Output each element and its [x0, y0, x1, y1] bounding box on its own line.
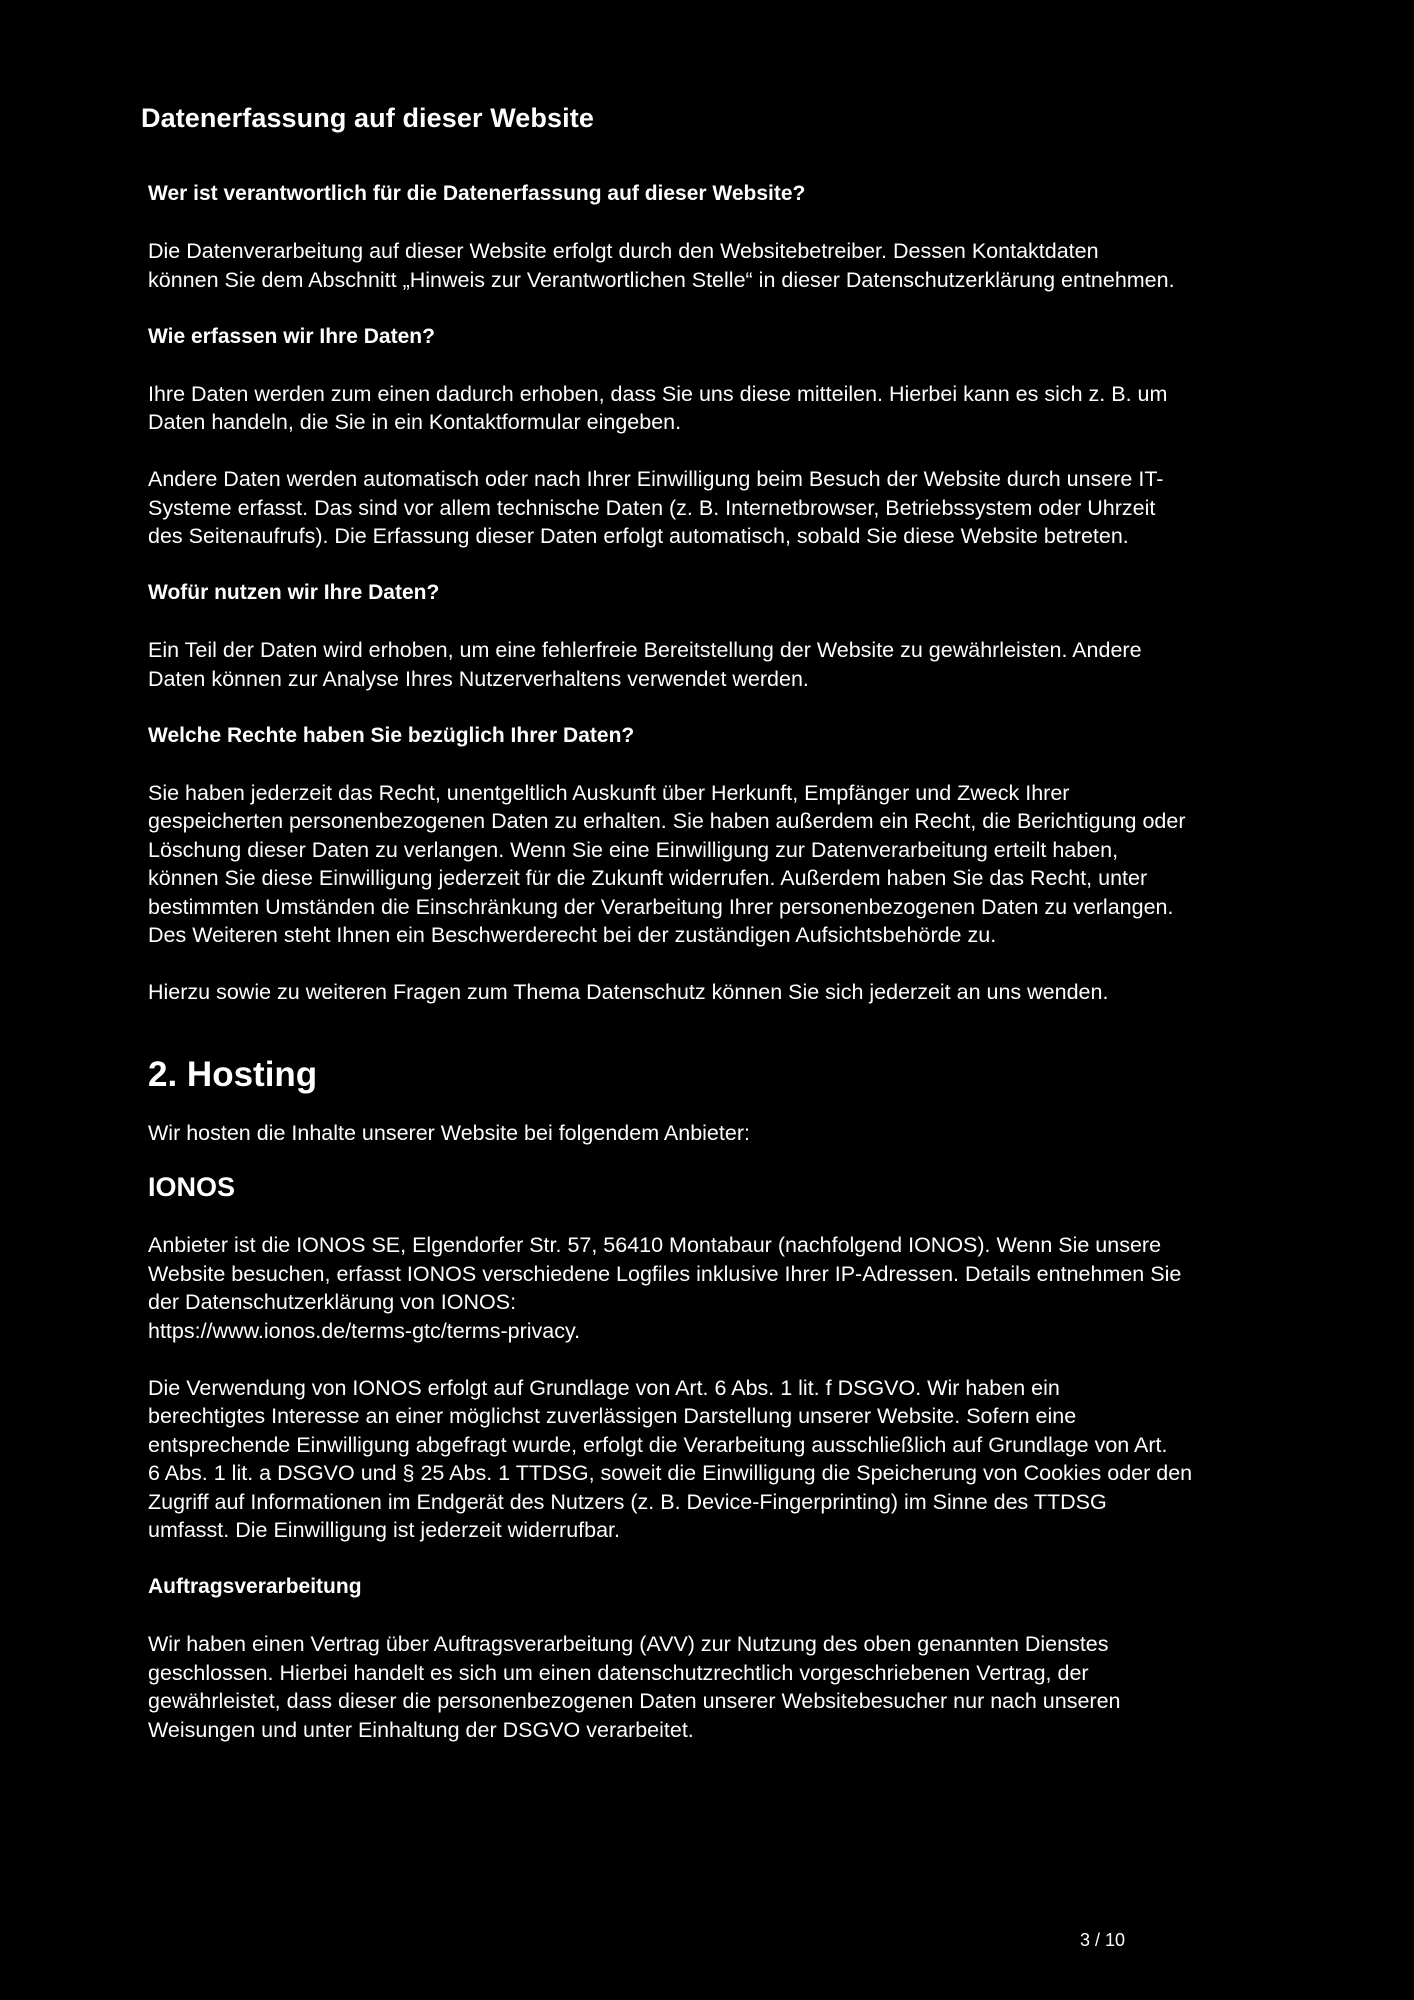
paragraph: [148, 237, 1288, 294]
text-line: Anbieter ist die IONOS SE, Elgendorfer Str. 57, 56410 Montabaur (nachfolgend IONOS). Wenn Sie unsere: [148, 1233, 1162, 1257]
subsection-heading: Auftragsverarbeitung: [148, 1575, 362, 1598]
text-line: Löschung dieser Daten zu verlangen. Wenn Sie eine Einwilligung zur Datenverarbeitung erteilt haben,: [148, 837, 1119, 862]
text-line: Systeme erfasst. Das sind vor allem technische Daten (z. B. Internetbrowser, Betriebssystem oder Uhrzeit: [148, 495, 1156, 520]
text-line: Website besuchen, erfasst IONOS verschiedene Logfiles inklusive Ihrer IP-Adressen. Details entnehmen Sie: [148, 1261, 1182, 1286]
paragraph: [148, 1119, 1288, 1148]
text-line: entsprechende Einwilligung abgefragt wurde, erfolgt die Verarbeitung ausschließlich auf Grundlage von Art.: [148, 1432, 1168, 1457]
paragraph: [148, 978, 1288, 1007]
section-title: Datenerfassung auf dieser Website: [141, 103, 594, 133]
text-line: Hierzu sowie zu weiteren Fragen zum Thema Datenschutz können Sie sich jederzeit an uns wenden.: [148, 980, 1109, 1004]
text-line: berechtigtes Interesse an einer möglichst zuverlässigen Darstellung unserer Website. Sofern eine: [148, 1404, 1077, 1428]
question-heading: Wer ist verantwortlich für die Datenerfassung auf dieser Website?: [148, 182, 806, 205]
text-line: Wir haben einen Vertrag über Auftragsverarbeitung (AVV) zur Nutzung des oben genannten Dienstes: [148, 1632, 1109, 1656]
text-line: der Datenschutzerklärung von IONOS:: [148, 1290, 517, 1314]
text-line: Ihre Daten werden zum einen dadurch erhoben, dass Sie uns diese mitteilen. Hierbei kann es sich z. B. um: [148, 381, 1168, 406]
text-line: Daten handeln, die Sie in ein Kontaktformular eingeben.: [148, 410, 682, 434]
page-number: 3 / 10: [1080, 1930, 1126, 1950]
text-line: des Seitenaufrufs). Die Erfassung dieser Daten erfolgt automatisch, sobald Sie diese Website betreten.: [148, 524, 1129, 548]
text-line: können Sie diese Einwilligung jederzeit für die Zukunft widerrufen. Außerdem haben Sie das Recht, unter: [148, 866, 1148, 890]
text-line: Die Datenverarbeitung auf dieser Website erfolgt durch den Websitebetreiber. Dessen Kontaktdaten: [148, 239, 1099, 263]
text-line: Zugriff auf Informationen im Endgerät des Nutzers (z. B. Device-Fingerprinting) im Sinne des TTDSG: [148, 1489, 1107, 1514]
paragraph: [148, 636, 1288, 693]
text-line: Andere Daten werden automatisch oder nach Ihrer Einwilligung beim Besuch der Website durch unsere IT-: [148, 467, 1164, 491]
text-line: Weisungen und unter Einhaltung der DSGVO verarbeitet.: [148, 1717, 694, 1742]
text-line: gespeicherten personenbezogenen Daten zu erhalten. Sie haben außerdem ein Recht, die Berichtigung oder: [148, 809, 1186, 833]
paragraph: [148, 1374, 1288, 1545]
text-line: Des Weiteren steht Ihnen ein Beschwerderecht bei der zuständigen Aufsichtsbehörde zu.: [148, 923, 997, 947]
text-line: https://www.ionos.de/terms-gtc/terms-privacy.: [148, 1318, 581, 1343]
ionos-heading: IONOS: [148, 1172, 236, 1202]
text-line: Daten können zur Analyse Ihres Nutzerverhaltens verwendet werden.: [148, 666, 809, 691]
question-heading: Welche Rechte haben Sie bezüglich Ihrer Daten?: [148, 723, 635, 747]
text-line: Sie haben jederzeit das Recht, unentgeltlich Auskunft über Herkunft, Empfänger und Zweck Ihrer: [148, 780, 1070, 805]
question-heading: Wofür nutzen wir Ihre Daten?: [148, 581, 440, 604]
question-heading: Wie erfassen wir Ihre Daten?: [148, 324, 435, 348]
text-line: umfasst. Die Einwilligung ist jederzeit widerrufbar.: [148, 1518, 621, 1542]
paragraph: [148, 465, 1288, 551]
text-line: geschlossen. Hierbei handelt es sich um einen datenschutzrechtlich vorgeschriebenen Vertrag, der: [148, 1660, 1089, 1685]
text-line: Ein Teil der Daten wird erhoben, um eine fehlerfreie Bereitstellung der Website zu gewährleisten. Andere: [148, 638, 1142, 662]
text-line: 6 Abs. 1 lit. a DSGVO und § 25 Abs. 1 TTDSG, soweit die Einwilligung die Speicherung von Cookies oder den: [148, 1461, 1193, 1485]
text-line: können Sie dem Abschnitt „Hinweis zur Verantwortlichen Stelle“ in dieser Datenschutzerklärung entnehmen.: [148, 267, 1175, 292]
text-line: Die Verwendung von IONOS erfolgt auf Grundlage von Art. 6 Abs. 1 lit. f DSGVO. Wir haben ein: [148, 1375, 1060, 1400]
paragraph: [148, 1630, 1288, 1744]
paragraph: [148, 380, 1288, 437]
text-line: bestimmten Umständen die Einschränkung der Verarbeitung Ihrer personenbezogenen Daten zu verlangen.: [148, 894, 1174, 919]
hosting-heading: 2. Hosting: [148, 1054, 318, 1094]
paragraph: [148, 779, 1288, 950]
text-line: gewährleistet, dass dieser die personenbezogenen Daten unserer Websitebesucher nur nach unseren: [148, 1689, 1121, 1713]
text-line: Wir hosten die Inhalte unserer Website bei folgendem Anbieter:: [148, 1120, 750, 1145]
document-content: [148, 180, 1288, 1744]
paragraph: [148, 1231, 1288, 1345]
